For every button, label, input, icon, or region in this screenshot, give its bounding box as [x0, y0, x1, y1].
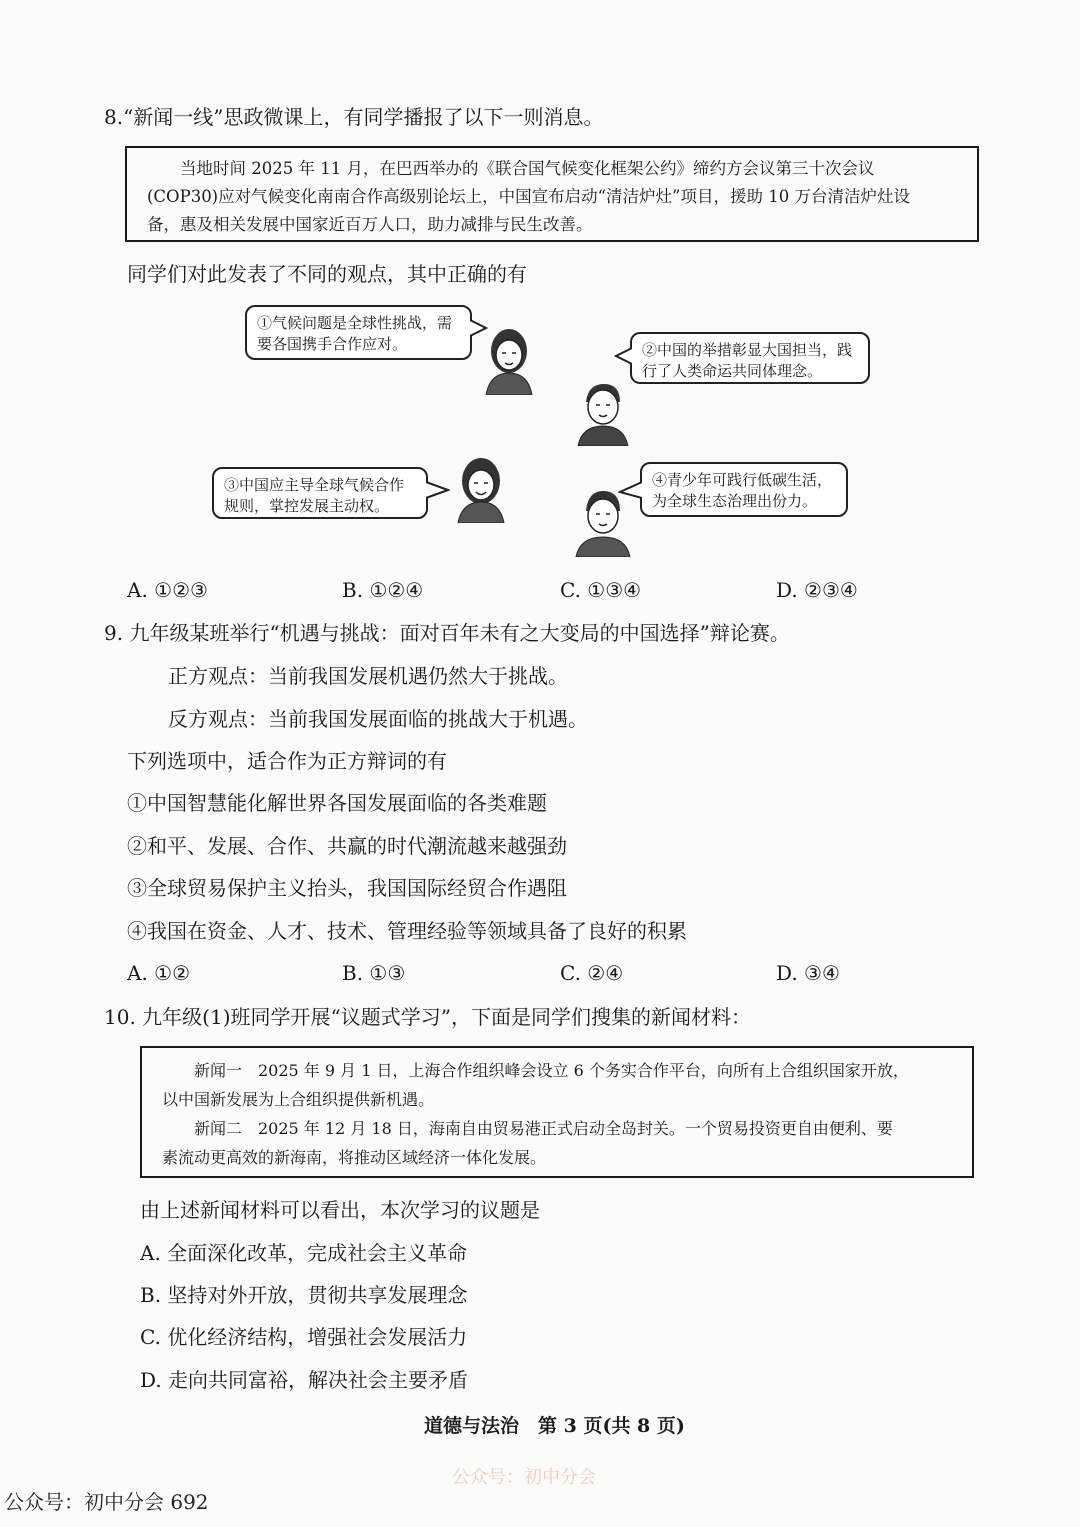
- watermark-center: 公众号：初中分会: [452, 1467, 596, 1488]
- q9-option-b: B. ①③: [342, 961, 406, 985]
- bubble-text: 为全球生态治理出份力。: [652, 492, 818, 510]
- q9-prompt: 下列选项中，适合作为正方辩词的有: [127, 749, 447, 773]
- q10-stem: 10. 九年级(1)班同学开展“议题式学习”，下面是同学们搜集的新闻材料：: [104, 1005, 751, 1029]
- q10-news-box: [140, 1046, 974, 1178]
- bubble-3: [212, 467, 428, 519]
- bubble-text: 要各国携手合作应对。: [257, 335, 408, 353]
- q9-item: ④我国在资金、人才、技术、管理经验等领域具备了良好的积累: [127, 919, 687, 943]
- bubble-text: ③中国应主导全球气候合作: [224, 476, 405, 494]
- bubble-text: ①气候问题是全球性挑战，需: [257, 314, 453, 332]
- q8-news-box: [125, 146, 979, 242]
- bubble-tail: [614, 346, 632, 366]
- student-girl-icon: [478, 325, 540, 395]
- bubble-text: 规则，掌控发展主动权。: [224, 497, 390, 515]
- q9-pro-view: 正方观点：当前我国发展机遇仍然大于挑战。: [168, 664, 568, 688]
- q9-item: ①中国智慧能化解世界各国发展面临的各类难题: [127, 791, 547, 815]
- page-footer: 道德与法治 第 3 页(共 8 页): [424, 1415, 685, 1437]
- bubble-text: ②中国的举措彰显大国担当，践: [642, 341, 853, 359]
- bubble-2: [630, 332, 870, 384]
- q8-option-d: D. ②③④: [776, 578, 858, 602]
- q10-option-a: A. 全面深化改革，完成社会主义革命: [140, 1241, 468, 1265]
- student-boy-icon: [574, 380, 632, 446]
- q8-news-line: 当地时间 2025 年 11 月，在巴西举办的《联合国气候变化框架公约》缔约方会议第三十次会议: [180, 159, 875, 178]
- q10-news-line: 以中国新发展为上合组织提供新机遇。: [162, 1090, 435, 1109]
- q10-news-line: 新闻二 2025 年 12 月 18 日，海南自由贸易港正式启动全岛封关。一个贸易投资更自由便利、要: [194, 1119, 893, 1138]
- q9-item: ②和平、发展、合作、共赢的时代潮流越来越强劲: [127, 834, 567, 858]
- bubble-4: [640, 462, 848, 517]
- q9-stem: 9. 九年级某班举行“机遇与挑战：面对百年未有之大变局的中国选择”辩论赛。: [104, 621, 790, 645]
- q9-option-a: A. ①②: [127, 961, 191, 985]
- q9-option-d: D. ③④: [776, 961, 840, 985]
- bubble-1: [245, 305, 472, 360]
- q8-news-line: 备，惠及相关发展中国家近百万人口，助力减排与民生改善。: [147, 215, 593, 234]
- q10-news-line: 新闻一 2025 年 9 月 1 日，上海合作组织峰会设立 6 个务实合作平台，向所有上合组织国家开放，: [194, 1061, 909, 1080]
- q8-stem: 8.“新闻一线”思政微课上，有同学播报了以下一则消息。: [104, 105, 604, 129]
- bubble-text: ④青少年可践行低碳生活，: [652, 471, 833, 489]
- q8-option-b: B. ①②④: [342, 578, 424, 602]
- q10-prompt: 由上述新闻材料可以看出，本次学习的议题是: [140, 1198, 540, 1222]
- q9-item: ③全球贸易保护主义抬头，我国国际经贸合作遇阻: [127, 876, 567, 900]
- q10-option-b: B. 坚持对外开放，贯彻共享发展理念: [140, 1283, 468, 1307]
- q8-option-c: C. ①③④: [560, 578, 642, 602]
- q9-con-view: 反方观点：当前我国发展面临的挑战大于机遇。: [168, 707, 588, 731]
- watermark-left: 公众号：初中分会 692: [4, 1490, 209, 1514]
- bubble-tail: [426, 480, 450, 500]
- q10-news-line: 素流动更高效的新海南，将推动区域经济一体化发展。: [162, 1148, 547, 1167]
- bubble-text: 行了人类命运共同体理念。: [642, 362, 823, 380]
- student-girl-icon: [450, 455, 512, 523]
- q9-option-c: C. ②④: [560, 961, 624, 985]
- student-boy-icon: [572, 487, 634, 557]
- q8-prompt: 同学们对此发表了不同的观点，其中正确的有: [127, 262, 527, 286]
- q10-option-c: C. 优化经济结构，增强社会发展活力: [140, 1325, 468, 1349]
- q10-option-d: D. 走向共同富裕，解决社会主要矛盾: [140, 1368, 469, 1392]
- q8-news-line: (COP30)应对气候变化南南合作高级别论坛上，中国宣布启动“清洁炉灶”项目，援助 10 万台清洁炉灶设: [147, 187, 910, 206]
- q8-option-a: A. ①②③: [127, 578, 208, 602]
